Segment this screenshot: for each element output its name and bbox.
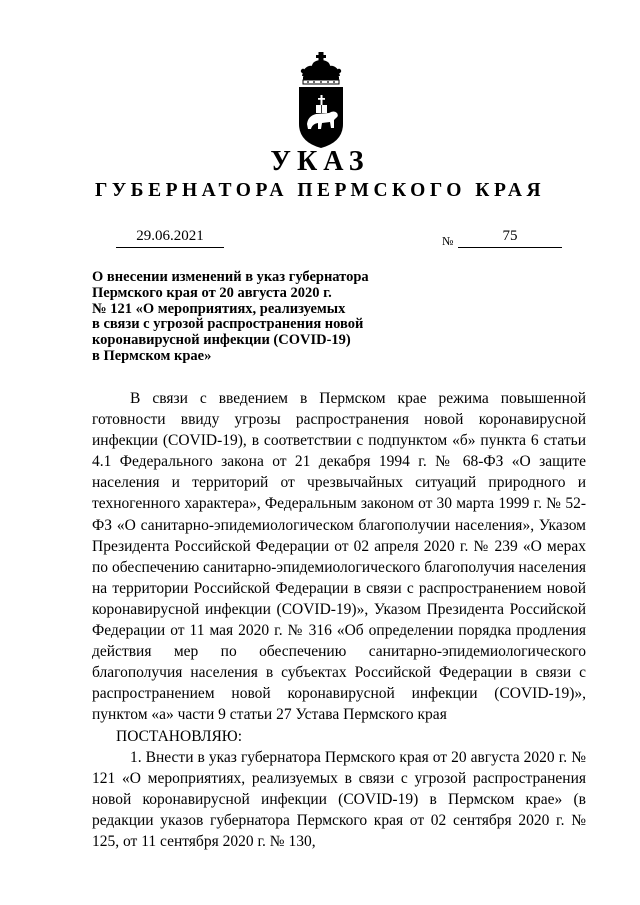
decree-date: 29.06.2021 — [116, 225, 224, 248]
preamble-paragraph: В связи с введением в Пермском крае режима повышенной готовности ввиду угрозы распространения новой коронавирусной инфекции (COVID-19), в соответствии с подпунктом «б» пункта 6 статьи 4.1 Федерального закона от 21 декабря 1994 г. № 68-ФЗ «О защите населения и территорий от чрезвычайных ситуаций природного и техногенного характера», Федеральным законом от 30 марта 1999 г. № 52-ФЗ «О санитарно-эпидемиологическом благополучии населения», Указом Президента Российской Федерации от 02 апреля 2020 г. № 239 «О мерах по обеспечению санитарно-эпидемиологического благополучия населения на территории Российской Федерации в связи с распространением новой коронавирусной инфекции (COVID-19)», Указом Президента Российской Федерации от 11 мая 2020 г. № 316 «Об определении порядка продления действия мер по обеспечению санитарно-эпидемиологического благополучия населения в субъектах Российской Федерации в связи с распространением новой коронавирусной инфекции (COVID-19)», пунктом «а» части 9 статьи 27 Устава Пермского края — [92, 390, 586, 724]
item-1-paragraph: 1. Внести в указ губернатора Пермского края от 20 августа 2020 г. № 121 «О мероприятиях, реализуемых в связи с угрозой распространения новой коронавирусной инфекции (COVID-19) в Пермском крае» (в редакции указов губернатора Пермского края от 02 сентября 2020 г. № 125, от 11 сентября 2020 г. № 130, — [92, 748, 586, 850]
decree-statement: ПОСТАНОВЛЯЮ: — [116, 727, 243, 745]
document-title: УКАЗ — [270, 146, 370, 177]
document-body — [92, 388, 586, 852]
number-sign: № — [442, 234, 454, 248]
decree-number: 75 — [458, 225, 562, 248]
document-subtitle: ГУБЕРНАТОРА ПЕРМСКОГО КРАЯ — [94, 180, 546, 201]
perm-krai-coat-of-arms-emblem — [294, 50, 348, 150]
decree-subject: О внесении изменений в указ губернатора Пермского края от 20 августа 2020 г. № 121 «О мероприятиях, реализуемых в связи с угрозой распространения новой коронавирусной инфекции (COVID-19) в Пермском крае» — [92, 269, 369, 364]
